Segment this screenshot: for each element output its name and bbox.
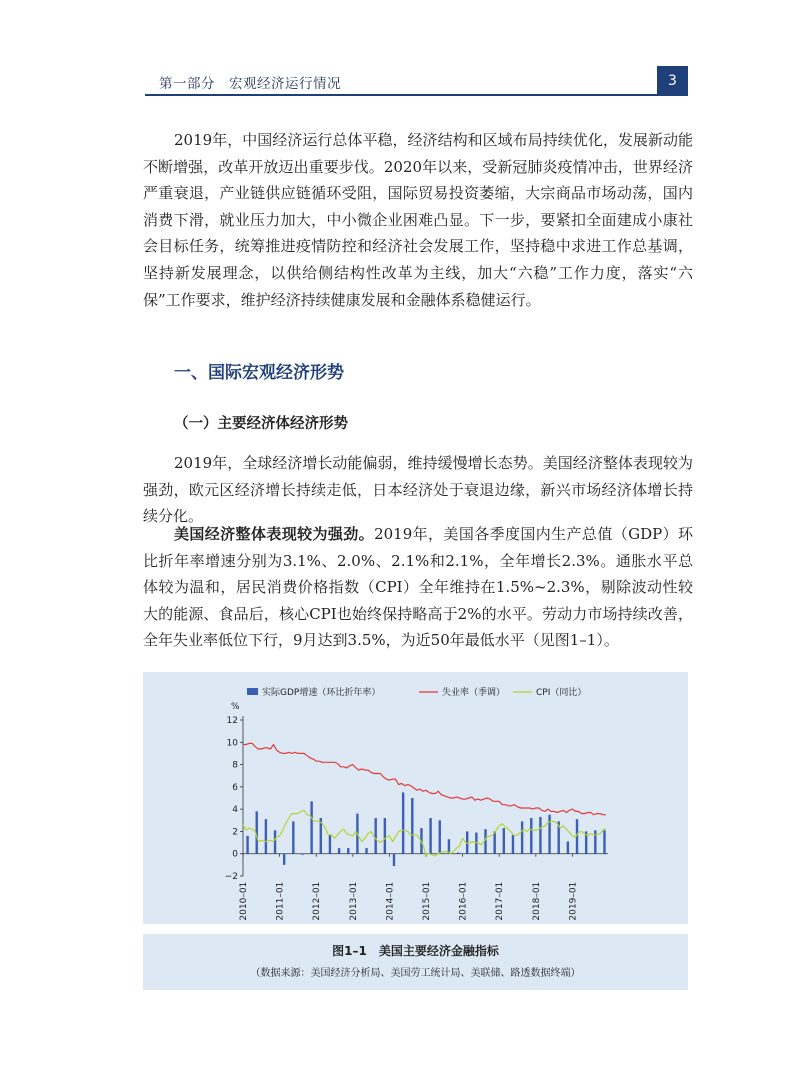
legend-swatch-gdp: [247, 688, 258, 695]
us-economy-lead: 美国经济整体表现较为强劲。: [174, 525, 375, 543]
subsection-heading: （一）主要经济体经济形势: [174, 416, 348, 432]
y-tick-label: 0: [232, 849, 238, 860]
chart-panel: [143, 672, 688, 924]
figure-caption-box: [143, 934, 688, 990]
gdp-bar: [246, 836, 248, 854]
gdp-bar: [265, 819, 267, 854]
gdp-bar: [402, 792, 404, 853]
y-tick-label: 12: [226, 716, 238, 726]
section-heading: 一、国际宏观经济形势: [174, 363, 344, 383]
gdp-bar: [539, 817, 541, 854]
gdp-bar: [301, 854, 303, 855]
gdp-bar: [292, 821, 294, 853]
legend-label-gdp: 实际GDP增速（环比折年率）: [262, 688, 381, 698]
x-tick-label: 2011–01: [275, 881, 286, 921]
legend-label-unemployment: 失业率（季调）: [442, 688, 506, 698]
gdp-bar: [338, 848, 340, 854]
gdp-bar: [439, 820, 441, 853]
unemployment-line: [243, 743, 606, 814]
intro-paragraph: 2019年，中国经济运行总体平稳，经济结构和区域布局持续优化，发展新动能不断增强，改革开放迈出重要步伐。2020年以来，受新冠肺炎疫情冲击，世界经济严重衰退，产业链供应链循环受阻，国际贸易投资萎缩，大宗商品市场动荡，国内消费下滑，就业压力加大，中小微企业困难凸显。下一步，要紧扣全面建成小康社会目标任务，统筹推进疫情防控和经济社会发展工作，坚持稳中求进工作总基调，坚持新发展理念，以供给侧结构性改革为主线，加大“六稳”工作力度，落实“六保”工作要求，维护经济持续健康发展和金融体系稳健运行。: [143, 131, 693, 309]
gdp-bar: [374, 818, 376, 854]
y-tick-label: 4: [232, 805, 238, 816]
gdp-bar: [567, 841, 569, 853]
y-tick-label: −2: [224, 872, 238, 882]
x-tick-label: 2012–01: [312, 881, 323, 921]
x-tick-label: 2010–01: [239, 881, 249, 921]
gdp-bar: [548, 815, 550, 854]
x-tick-label: 2016–01: [458, 881, 469, 921]
page-number: 3: [657, 66, 688, 96]
x-tick-label: 2017–01: [495, 881, 506, 921]
y-tick-label: 2: [232, 827, 238, 838]
us-economy-paragraph: [143, 521, 693, 654]
header-section-title: 第一部分 宏观经济运行情况: [159, 76, 341, 92]
gdp-bar: [503, 828, 505, 854]
x-tick-label: 2014–01: [385, 881, 396, 921]
x-tick-label: 2019–01: [568, 881, 579, 921]
y-tick-label: 8: [232, 760, 238, 771]
y-tick-label: 6: [232, 782, 238, 793]
figure-source: （数据来源：美国经济分析局、美国劳工统计局、美联储、路透数据终端）: [250, 968, 581, 979]
global-economy-paragraph: 2019年，全球经济增长动能偏弱，维持缓慢增长态势。美国经济整体表现较为强劲，欧元区经济增长持续走低，日本经济处于衰退边缘，新兴市场经济体增长持续分化。: [143, 454, 693, 526]
gdp-bar: [512, 835, 514, 854]
us-economy-body: 2019年，美国各季度国内生产总值（GDP）环比折年率增速分别为3.1%、2.0%、2.1%和2.1%，全年增长2.3%。通胀水平总体较为温和，居民消费价格指数（CPI）全年维持在1.5%~2.3%，剔除波动性较大的能源、食品后，核心CPI也始终保持略高于2%的水平。劳动力市场持续改善，全年失业率低位下行，9月达到3.5%，为近50年最低水平（见图1–1）。: [143, 525, 693, 650]
x-tick-label: 2018–01: [531, 881, 542, 921]
gdp-bar: [283, 854, 285, 865]
gdp-bar: [329, 835, 331, 854]
gdp-bar: [603, 830, 605, 853]
running-header: [145, 66, 688, 96]
gdp-bar: [274, 830, 276, 853]
chart-legend: [247, 686, 586, 698]
x-tick-label: 2013–01: [348, 881, 359, 921]
gdp-bar: [393, 854, 395, 866]
y-tick-label: 10: [226, 738, 238, 749]
gdp-bar: [594, 830, 596, 853]
gdp-bar: [347, 848, 349, 854]
figure-title: 图1–1 美国主要经济金融指标: [332, 944, 499, 958]
figure-1-1: [143, 672, 688, 990]
y-axis-unit: %: [231, 702, 240, 712]
gdp-bar: [521, 821, 523, 853]
gdp-bar: [411, 798, 413, 854]
gdp-bar: [530, 818, 532, 854]
cpi-line: [243, 810, 606, 856]
header-rule: [145, 94, 657, 96]
gdp-bar: [310, 801, 312, 853]
legend-label-cpi: CPI（同比）: [536, 688, 587, 698]
gdp-bar: [365, 848, 367, 854]
us-indicators-chart: [143, 672, 688, 924]
gdp-bar: [457, 853, 459, 854]
x-tick-label: 2015–01: [422, 881, 433, 921]
gdp-bar: [384, 818, 386, 854]
gdp-bar: [429, 818, 431, 854]
